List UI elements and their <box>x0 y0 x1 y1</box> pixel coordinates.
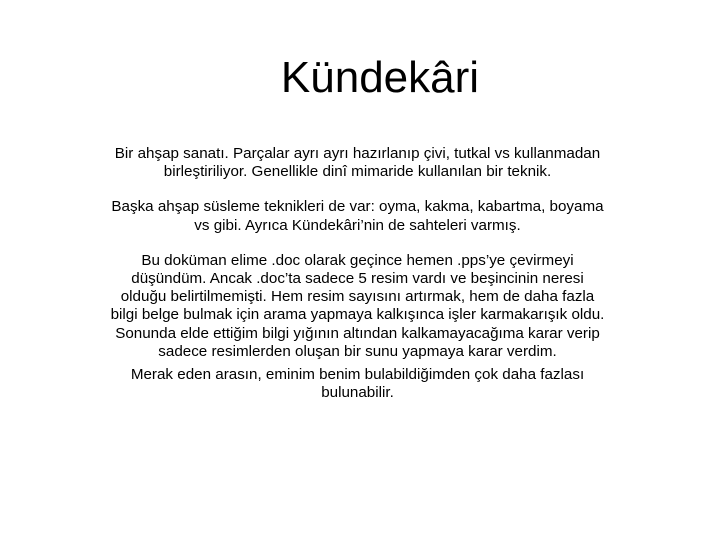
paragraph-document-note: Bu doküman elime .doc olarak geçince hemen .pps’ye çevirmeyi düşündüm. Ancak .doc’ta sadece 5 resim vardı ve beşincinin neresi olduğu belirtilmemişti. Hem resim sayısını artırmak, hem de daha fazla bilgi belge bulmak için arama yapmaya kalkışınca işler karmakarışık oldu. Sonunda elde ettiğim bilgi yığının altından kalkamayacağıma karar verip sadece resimlerden oluşan bir sunu yapmaya karar verdim. <box>110 251 605 360</box>
paragraph-closing: Merak eden arasın, eminim benim bulabildiğimden çok daha fazlası bulunabilir. <box>130 366 585 402</box>
slide-title: Kündekâri <box>280 53 480 102</box>
slide-body <box>110 145 605 419</box>
paragraph-intro: Bir ahşap sanatı. Parçalar ayrı ayrı hazırlanıp çivi, tutkal vs kullanmadan birleştiriliyor. Genellikle dinî mimaride kullanılan bir teknik. <box>114 145 601 181</box>
paragraph-techniques: Başka ahşap süsleme teknikleri de var: oyma, kakma, kabartma, boyama vs gibi. Ayrıca Kündekâri’nin de sahteleri varmış. <box>111 198 604 234</box>
